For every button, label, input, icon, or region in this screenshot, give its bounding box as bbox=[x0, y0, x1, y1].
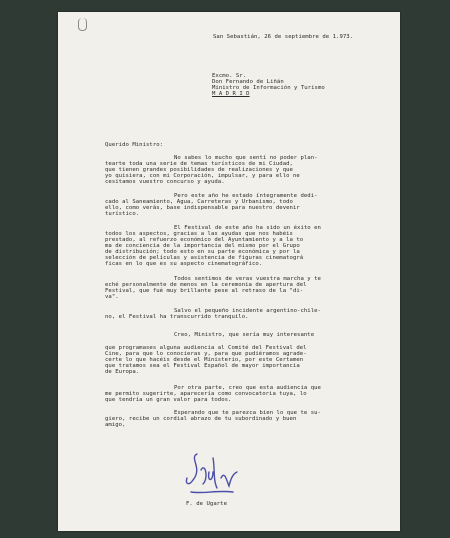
body-line: Esperando que te parezca bien lo que te su- bbox=[174, 410, 321, 416]
body-line: que programases alguna audiencia al Comité del Festival del bbox=[105, 345, 307, 351]
body-line: ma de conciencia de la importancia del mismo por el Grupo bbox=[105, 243, 300, 249]
body-line: ello, como verás, base indispensable para nuestro devenir bbox=[105, 205, 300, 211]
body-line: eché personalmente de menos en la ceremonia de apertura del bbox=[105, 282, 307, 288]
body-line: prestado, al refuerzo económico del Ayuntamiento y a la to bbox=[105, 237, 304, 243]
body-line: selección de películas y asistencia de figuras cinematográ bbox=[105, 255, 304, 261]
signer-name: F. de Ugarte bbox=[186, 501, 228, 507]
body-line: que tratamos sea el Festival Español de mayor importancia bbox=[105, 363, 300, 369]
body-line: giero, recibe un cordial abrazo de tu subordinado y buen bbox=[105, 416, 297, 422]
body-line: Salvo el pequeño incidente argentino-chile- bbox=[174, 308, 321, 314]
body-line: Por otra parte, creo que esta audiencia que bbox=[174, 385, 321, 391]
body-line: amigo, bbox=[105, 422, 126, 428]
body-line: que tendría un gran valor para todos. bbox=[105, 397, 232, 403]
body-line: tearte toda una serie de temas turísticos de mi Ciudad, bbox=[105, 161, 293, 167]
addressee-line: Ministro de Información y Turismo bbox=[212, 85, 325, 91]
addressee-line: Excmo. Sr. bbox=[212, 73, 247, 79]
body-line: El Festival de este año ha sido un éxito en bbox=[174, 225, 321, 231]
place-date: San Sebastián, 26 de septiembre de 1.973. bbox=[213, 34, 354, 40]
handwritten-signature bbox=[183, 448, 243, 496]
body-line: Pero este año he estado íntegramente dedi- bbox=[174, 193, 318, 199]
body-line: va". bbox=[105, 294, 119, 300]
body-line: Festival, que fué muy brillante pese al retraso de la "di- bbox=[105, 288, 304, 294]
addressee-line: Don Fernando de Liñán bbox=[212, 79, 284, 85]
body-line: yo quisiera, con mi Corporación, impulsar, y para ello ne bbox=[105, 173, 300, 179]
letter-page bbox=[58, 12, 400, 531]
body-line: No sabes lo mucho que sentí no poder plan- bbox=[174, 155, 318, 161]
body-line: de Europa. bbox=[105, 369, 140, 375]
body-line: certe lo que hacéis desde el Ministerio, por este Certamen bbox=[105, 357, 304, 363]
body-line: Cine, para que lo conocieras y, para que pudiéramos agrade- bbox=[105, 351, 307, 357]
addressee-line: M A D R I D bbox=[212, 91, 250, 97]
body-line: Creo, Ministro, que sería muy interesante bbox=[174, 332, 315, 338]
body-line: de distribución; todo esto en su parte económica y por la bbox=[105, 249, 300, 255]
body-line: no, el Festival ha transcurrido tranquilo. bbox=[105, 314, 249, 320]
body-line: turístico. bbox=[105, 211, 140, 217]
body-line: todos los aspectos, gracias a las ayudas que nos habéis bbox=[105, 231, 293, 237]
body-line: Todos sentimos de veras vuestra marcha y te bbox=[174, 276, 321, 282]
body-line: me permito sugerirte, aparecería como convocatoria tuya, lo bbox=[105, 391, 307, 397]
body-line: cesitamos vuestro concurso y ayuda. bbox=[105, 179, 225, 185]
body-line: que tienen grandes posibilidades de realizaciones y que bbox=[105, 167, 293, 173]
body-line: ficas en lo que es su aspecto cinematográfico. bbox=[105, 261, 263, 267]
punch-hole-mark bbox=[78, 18, 87, 31]
salutation: Querido Ministro: bbox=[105, 142, 164, 148]
body-line: cado al Saneamiento, Agua, Carreteras y Urbanismo, todo bbox=[105, 199, 293, 205]
